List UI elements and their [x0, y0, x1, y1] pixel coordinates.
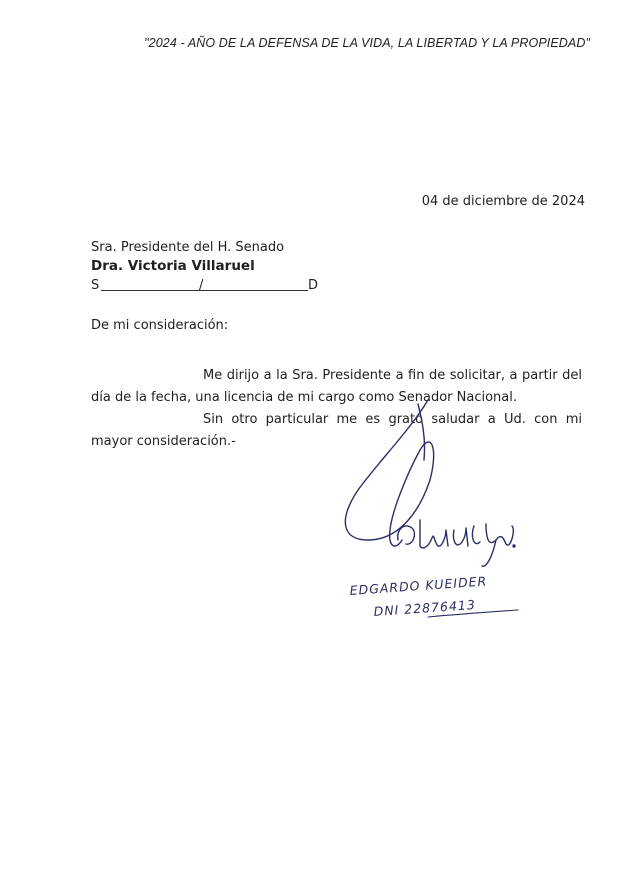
signature-dni-text: DNI 22876413 — [373, 596, 477, 619]
recipient-name: Dra. Victoria Villaruel — [91, 258, 255, 274]
body-paragraph-2: Sin otro particular me es grato saludar a Ud. con mi mayor consideración.- — [91, 412, 582, 449]
letter-date: 04 de diciembre de 2024 — [421, 194, 585, 209]
recipient-title: Sra. Presidente del H. Senado — [91, 240, 285, 255]
salutation: De mi consideración: — [91, 318, 229, 333]
sd-slash: / — [199, 278, 204, 293]
recipient-sd-line — [91, 276, 318, 292]
sd-underline — [101, 290, 308, 291]
recipient-block — [91, 238, 318, 292]
sd-d-letter: D — [307, 278, 318, 293]
body-paragraph-1: Me dirijo a la Sra. Presidente a fin de solicitar, a partir del día de la fecha, una licencia de mi cargo como Senador Nacional. — [91, 368, 582, 405]
signature-name-text: EDGARDO KUEIDER — [349, 573, 488, 598]
handwritten-signature — [320, 390, 560, 630]
header-motto: "2024 - AÑO DE LA DEFENSA DE LA VIDA, LA LIBERTAD Y LA PROPIEDAD" — [144, 36, 590, 50]
sd-s-letter: S — [91, 278, 100, 293]
